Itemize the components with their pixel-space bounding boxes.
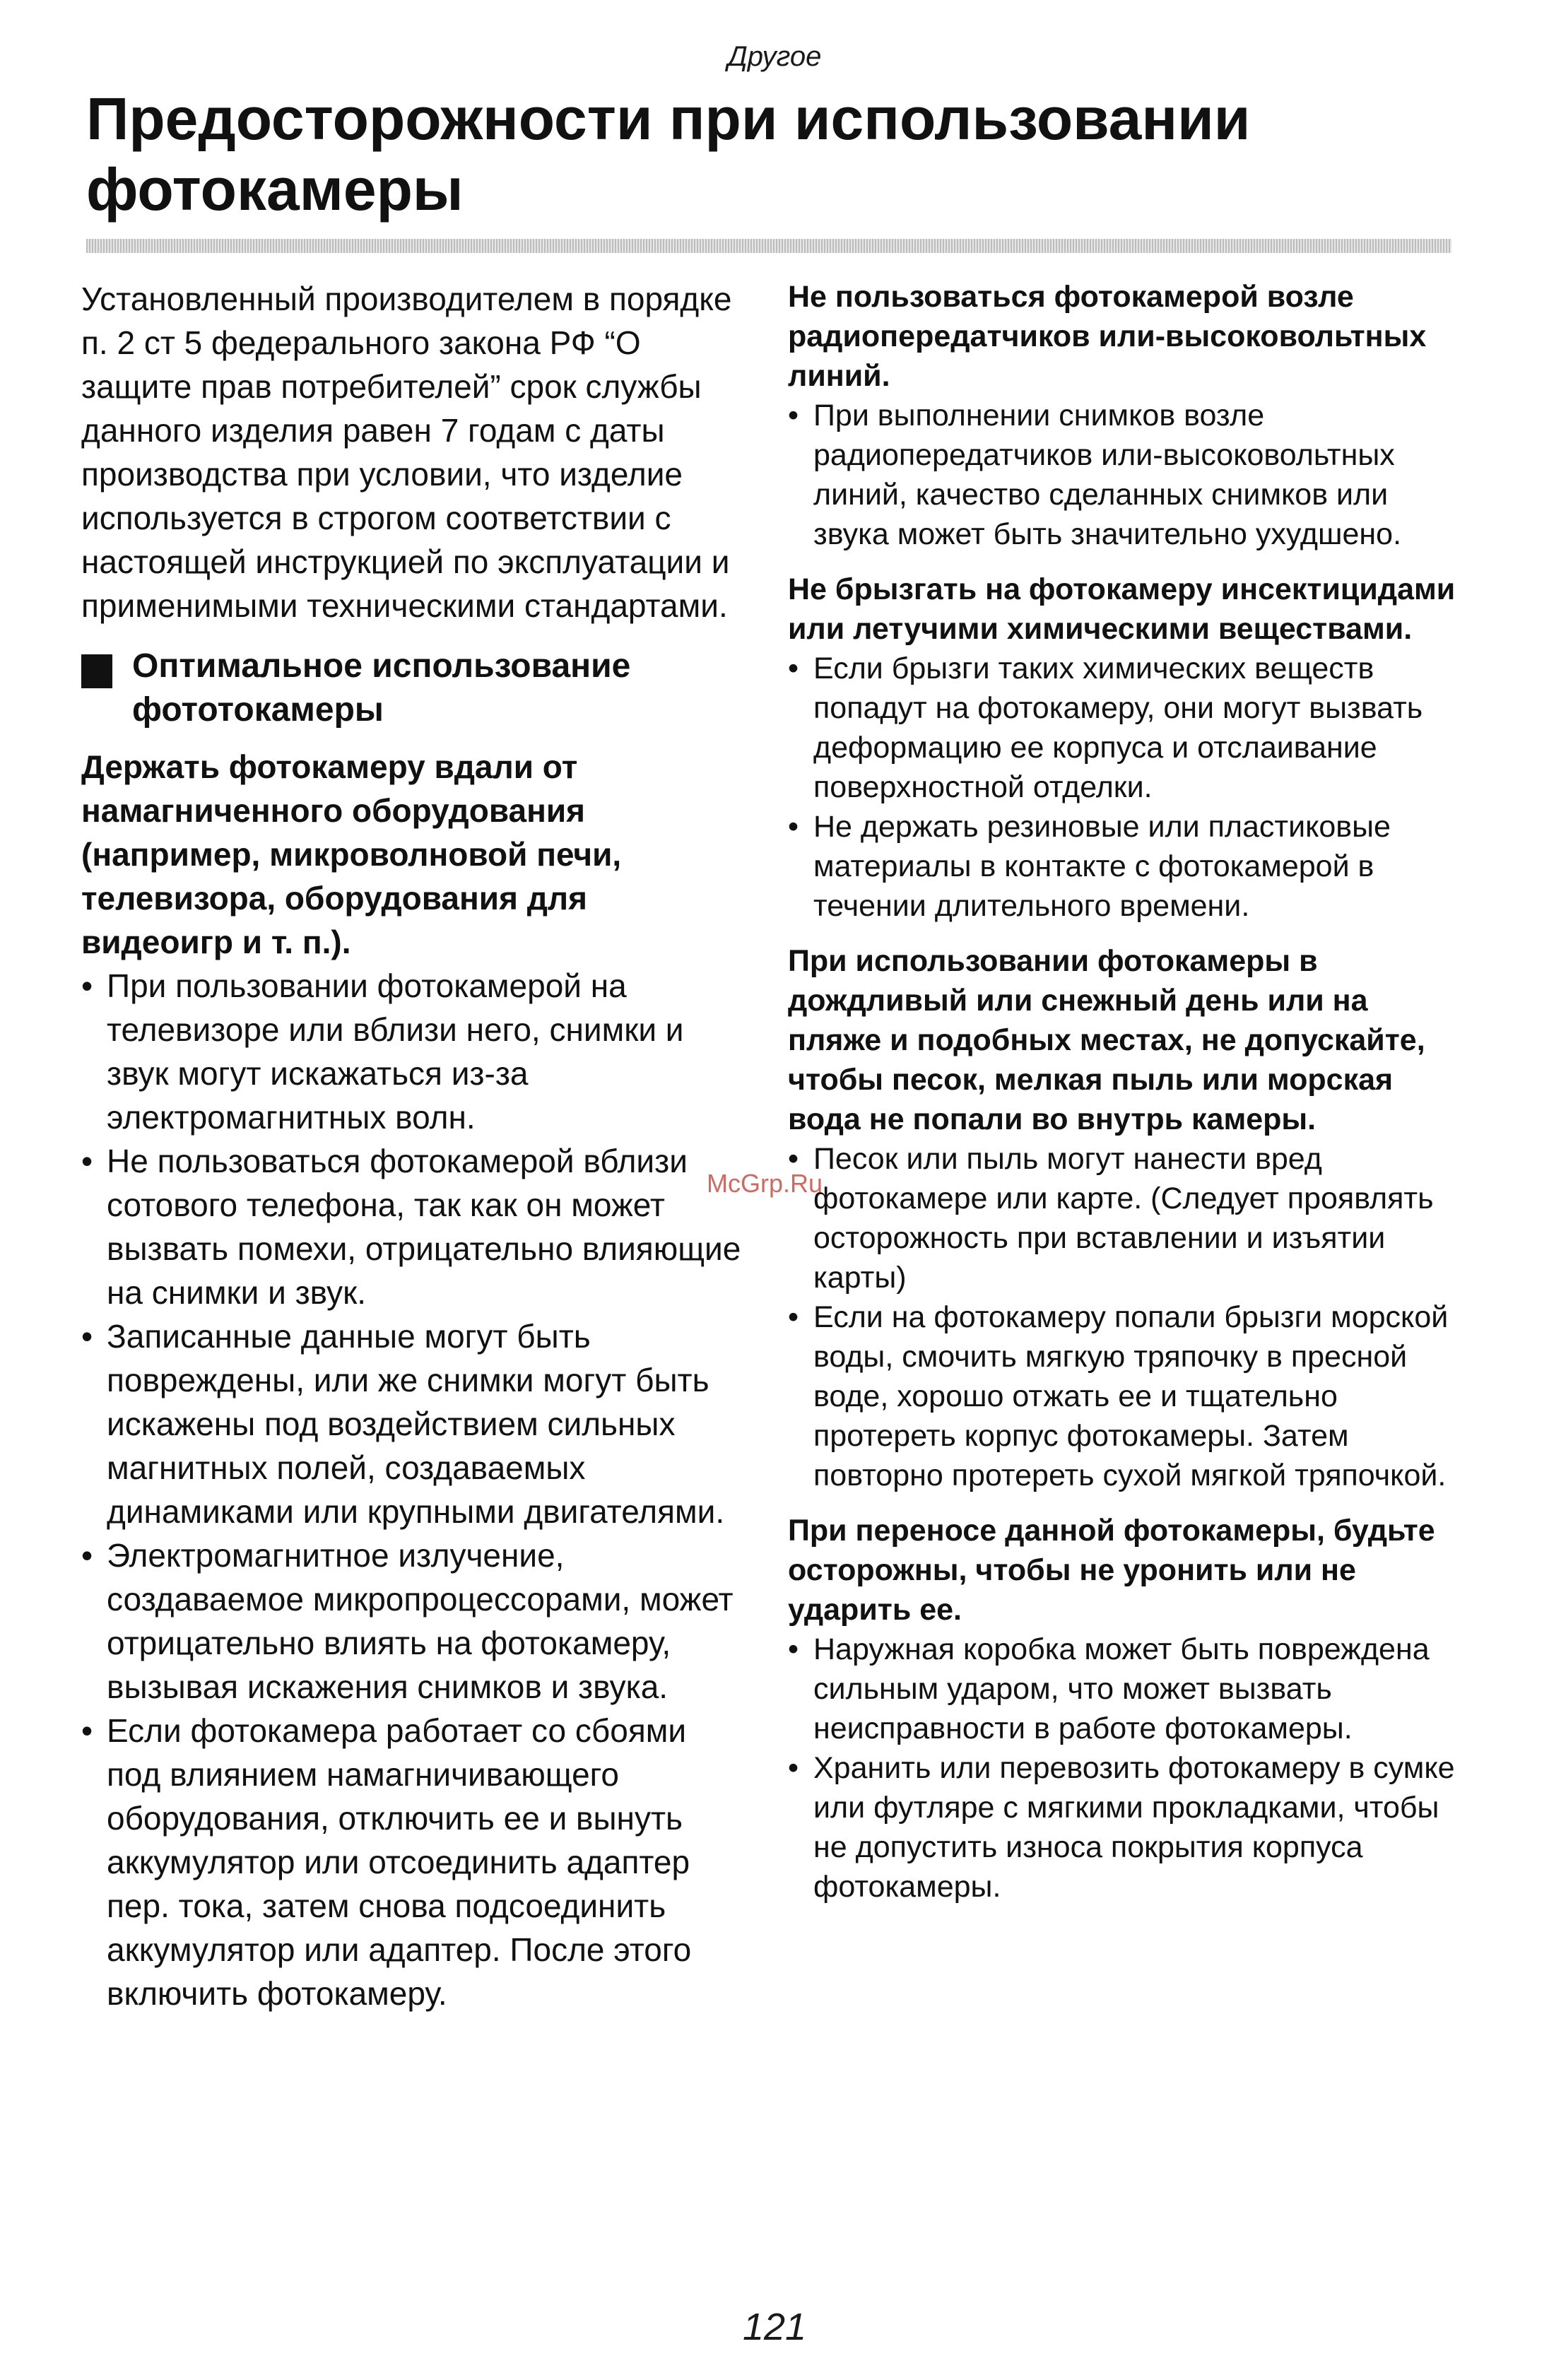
left-column	[81, 277, 746, 2015]
right-column	[788, 277, 1466, 1907]
list-item: • Если брызги таких химических веществ попадут на фотокамеру, они могут вызвать деформацию ее корпуса и отслаивание поверхностной отделки.	[788, 649, 1466, 807]
right-block-2-list	[788, 649, 1466, 926]
list-item: • Наружная коробка может быть повреждена сильным ударом, что может вызвать неисправности в работе фотокамеры.	[788, 1630, 1466, 1748]
right-block-1-heading: Не пользоваться фотокамерой возле радиопередатчиков или-высоковольтных линий.	[788, 280, 1427, 393]
right-block-3-list	[788, 1139, 1466, 1495]
list-item: • Песок или пыль могут нанести вред фотокамере или карте. (Следует проявлять осторожность при вставлении и изъятии карты)	[788, 1139, 1466, 1297]
watermark: McGrp.Ru	[707, 1169, 823, 1198]
page-title-line-2: фотокамеры	[86, 156, 464, 223]
title-divider	[86, 239, 1451, 253]
page-title	[86, 83, 1471, 225]
section-heading	[81, 644, 746, 732]
list-item: • Записанные данные могут быть повреждены, или же снимки могут быть искажены под воздействием сильных магнитных полей, создаваемых динамиками или крупными двигателями.	[81, 1314, 746, 1533]
section-label: Другое	[727, 41, 822, 72]
page-title-line-1: Предосторожности при использовании	[86, 86, 1251, 152]
right-block-4-heading: При переносе данной фотокамеры, будьте осторожны, чтобы не уронить или не ударить ее.	[788, 1514, 1435, 1627]
list-item: • Если на фотокамеру попали брызги морской воды, смочить мягкую тряпочку в пресной воде, хорошо отжать ее и тщательно протереть корпус фотокамеры. Затем повторно протереть сухой мягкой тряпочкой.	[788, 1297, 1466, 1495]
list-item: • Не пользоваться фотокамерой вблизи сотового телефона, так как он может вызвать помехи, отрицательно влияющие на снимки и звук.	[81, 1139, 746, 1314]
list-item: • При выполнении снимков возле радиопередатчиков или-высоковольтных линий, качество сделанных снимков или звука может быть значительно ухудшено.	[788, 396, 1466, 554]
right-block-2-heading: Не брызгать на фотокамеру инсектицидами или летучими химическими веществами.	[788, 572, 1456, 646]
list-item: • Электромагнитное излучение, создаваемое микропроцессорами, может отрицательно влиять на фотокамеру, вызывая искажения снимков и звука.	[81, 1533, 746, 1709]
right-block-1-list	[788, 396, 1466, 554]
list-item: • Хранить или перевозить фотокамеру в сумке или футляре с мягкими прокладками, чтобы не допустить износа покрытия корпуса фотокамеры.	[788, 1748, 1466, 1907]
section-heading-text: Оптимальное использование фототокамеры	[132, 647, 631, 729]
black-square-icon	[81, 654, 112, 688]
intro-paragraph: Установленный производителем в порядке п. 2 ст 5 федерального закона РФ “О защите прав потребителей” срок службы данного изделия равен 7 годам с даты производства при условии, что изделие используется в строгом соответствии с настоящей инструкцией по эксплуатации и применимыми техническими стандартами.	[81, 281, 732, 624]
page-number: 121	[742, 2306, 807, 2348]
list-item: • При пользовании фотокамерой на телевизоре или вблизи него, снимки и звук могут искажаться из-за электромагнитных волн.	[81, 964, 746, 1139]
left-block-1-list	[81, 964, 746, 2015]
list-item: • Если фотокамера работает со сбоями под влиянием намагничивающего оборудования, отключить ее и вынуть аккумулятор или отсоединить адаптер пер. тока, затем снова подсоединить аккумулятор или адаптер. После этого включить фотокамеру.	[81, 1709, 746, 2015]
left-block-1-heading: Держать фотокамеру вдали от намагниченного оборудования (например, микроволновой печи, телевизора, оборудования для видеоигр и т. п.).	[81, 748, 622, 960]
right-block-3-heading: При использовании фотокамеры в дождливый или снежный день или на пляже и подобных местах, не допускайте, чтобы песок, мелкая пыль или морская вода не попали во внутрь камеры.	[788, 944, 1425, 1136]
right-block-4-list	[788, 1630, 1466, 1907]
list-item: • Не держать резиновые или пластиковые материалы в контакте с фотокамерой в течении длительного времени.	[788, 807, 1466, 926]
